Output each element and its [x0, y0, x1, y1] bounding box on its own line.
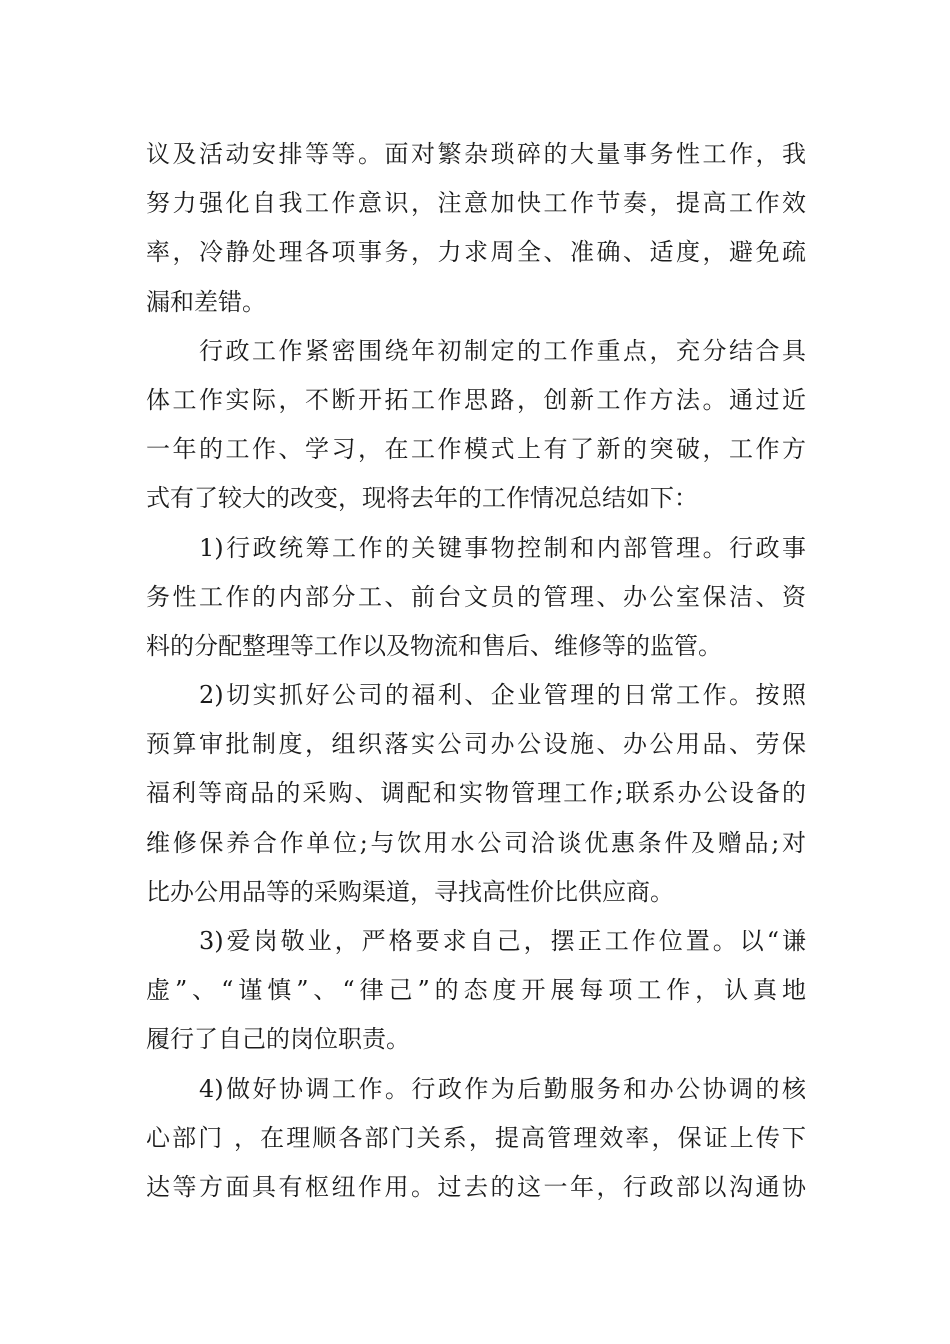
paragraph-6 — [146, 1065, 806, 1213]
text-line: 料的分配整理等工作以及物流和售后、维修等的监管。 — [146, 631, 722, 660]
text-line: 比办公用品等的采购渠道，寻找高性价比供应商。 — [146, 877, 674, 906]
text-line: 心部门 ，在理顺各部门关系，提高管理效率，保证上传下 — [146, 1123, 806, 1152]
text-line: 预算审批制度，组织落实公司办公设施、办公用品、劳保 — [146, 730, 806, 759]
paragraph-2 — [146, 327, 806, 524]
text-line: 议及活动安排等等。面对繁杂琐碎的大量事务性工作，我 — [146, 140, 806, 168]
text-line: 式有了较大的改变，现将去年的工作情况总结如下： — [146, 484, 698, 513]
paragraph-4 — [146, 671, 806, 917]
text-line: 福利等商品的采购、调配和实物管理工作;联系办公设备的 — [146, 779, 806, 808]
text-line: 3)爱岗敬业，严格要求自己，摆正工作位置。以“谦 — [199, 927, 806, 955]
text-line: 体工作实际，不断开拓工作思路，创新工作方法。通过近 — [146, 385, 806, 414]
paragraph-3 — [146, 524, 806, 672]
document-body — [146, 130, 806, 1212]
text-line: 履行了自己的岗位职责。 — [146, 1025, 410, 1054]
text-line: 2)切实抓好公司的福利、企业管理的日常工作。按照 — [199, 681, 806, 710]
text-line: 虚”、“谨慎”、“律己”的态度开展每项工作，认真地 — [146, 976, 806, 1005]
paragraph-1 — [146, 130, 806, 327]
text-line: 一年的工作、学习，在工作模式上有了新的突破，工作方 — [146, 435, 806, 464]
text-line: 维修保养合作单位;与饮用水公司洽谈优惠条件及赠品;对 — [146, 828, 806, 857]
text-line: 4)做好协调工作。行政作为后勤服务和办公协调的核 — [199, 1074, 806, 1103]
text-line: 务性工作的内部分工、前台文员的管理、办公室保洁、资 — [146, 582, 806, 611]
text-line: 率，冷静处理各项事务，力求周全、准确、适度，避免疏 — [146, 238, 806, 267]
text-line: 漏和差错。 — [146, 287, 266, 316]
text-line: 行政工作紧密围绕年初制定的工作重点，充分结合具 — [199, 336, 806, 365]
paragraph-5 — [146, 917, 806, 1065]
text-line: 达等方面具有枢纽作用。过去的这一年，行政部以沟通协 — [146, 1172, 806, 1201]
text-line: 1)行政统筹工作的关键事物控制和内部管理。行政事 — [199, 533, 806, 562]
text-line: 努力强化自我工作意识，注意加快工作节奏，提高工作效 — [146, 189, 806, 218]
